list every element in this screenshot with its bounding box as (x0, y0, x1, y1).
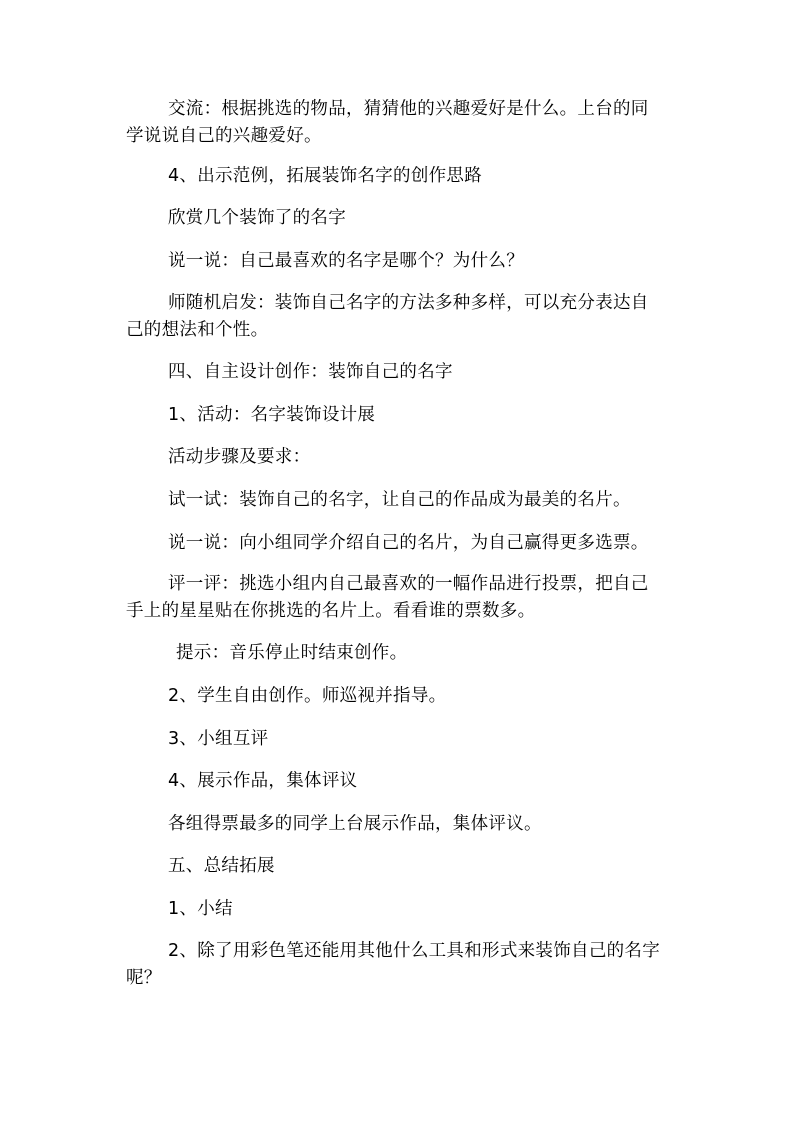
paragraph-steps-header: 活动步骤及要求： (168, 447, 311, 467)
paragraph-say-two: 说一说：向小组同学介绍自己的名片，为自己赢得更多选票。 (168, 533, 649, 553)
paragraph-group-review: 3、小组互评 (168, 729, 269, 749)
paragraph-activity: 1、活动：名字装饰设计展 (168, 405, 376, 425)
paragraph-say-one: 说一说：自己最喜欢的名字是哪个？为什么？ (168, 251, 524, 271)
paragraph-exchange: 交流：根据挑选的物品，猜猜他的兴趣爱好是什么。上台的同学说说自己的兴趣爱好。 (126, 99, 649, 146)
paragraph-show-work: 4、展示作品，集体评议 (168, 771, 358, 791)
paragraph-group-winners: 各组得票最多的同学上台展示作品，集体评议。 (168, 814, 542, 834)
paragraph-try: 试一试：装饰自己的名字，让自己的作品成为最美的名片。 (168, 490, 631, 510)
paragraph-tip: 提示：音乐停止时结束创作。 (176, 643, 408, 663)
paragraph-appreciate: 欣赏几个装饰了的名字 (168, 208, 346, 228)
paragraph-summary: 1、小结 (168, 899, 233, 919)
paragraph-step-4-example: 4、出示范例，拓展装饰名字的创作思路 (168, 166, 483, 186)
section-heading-five: 五、总结拓展 (168, 856, 275, 876)
section-heading-four: 四、自主设计创作：装饰自己的名字 (168, 362, 453, 382)
paragraph-teacher-inspire: 师随机启发：装饰自己名字的方法多种多样，可以充分表达自己的想法和个性。 (126, 293, 649, 340)
paragraph-extension: 2、除了用彩色笔还能用其他什么工具和形式来装饰自己的名字呢？ (126, 941, 661, 988)
paragraph-create: 2、学生自由创作。师巡视并指导。 (168, 686, 447, 706)
paragraph-evaluate: 评一评：挑选小组内自己最喜欢的一幅作品进行投票，把自己手上的星星贴在你挑选的名片上。看看谁的票数多。 (126, 574, 649, 621)
